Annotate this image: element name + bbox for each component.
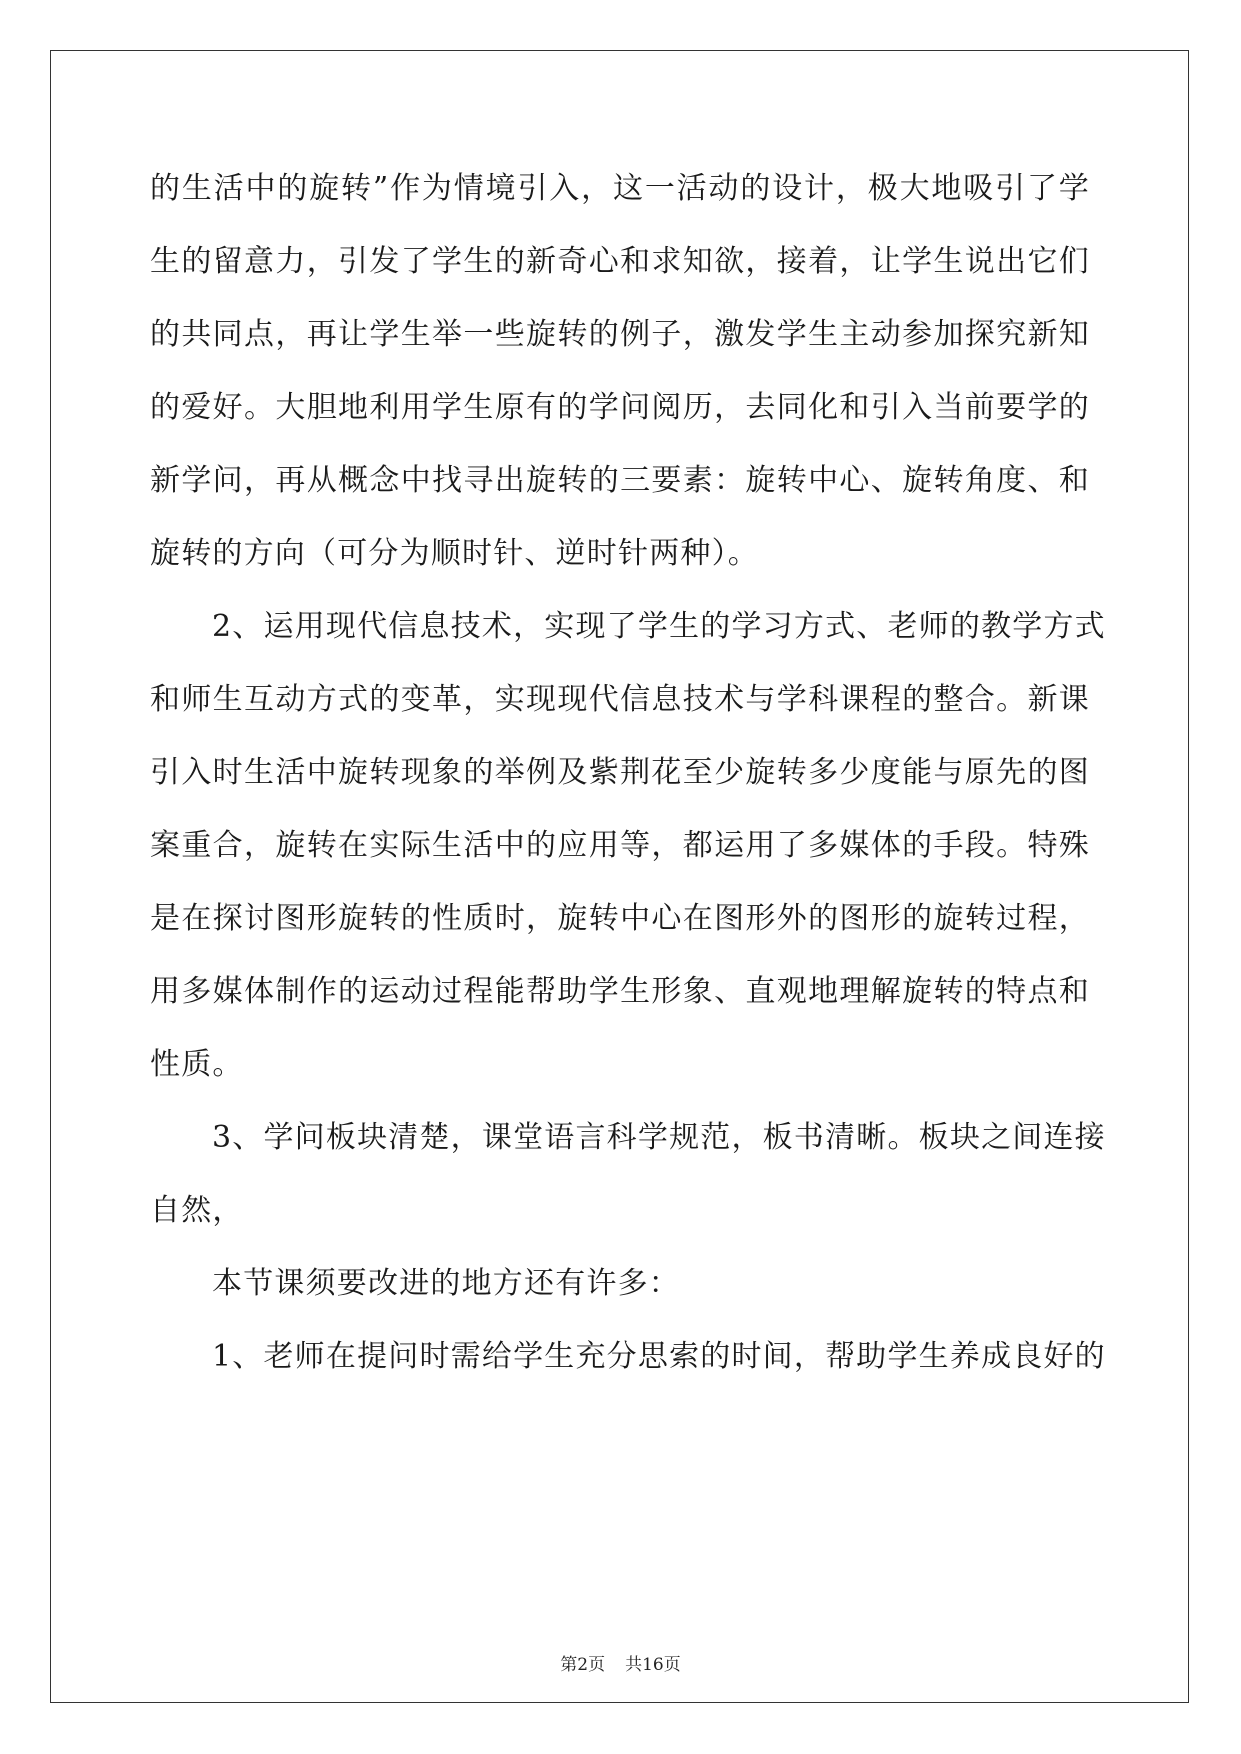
text-line: 的生活中的旋转”作为情境引入，这一活动的设计，极大地吸引了学 — [150, 171, 1090, 206]
text-line: 生的留意力，引发了学生的新奇心和求知欲，接着，让学生说出它们 — [150, 244, 1090, 279]
text-line: 性质。 — [150, 1047, 244, 1082]
text-line: 是在探讨图形旋转的性质时，旋转中心在图形外的图形的旋转过程， — [150, 901, 1090, 936]
text-line: 用多媒体制作的运动过程能帮助学生形象、直观地理解旋转的特点和 — [150, 974, 1090, 1009]
text-line: 的共同点，再让学生举一些旋转的例子，激发学生主动参加探究新知 — [150, 317, 1090, 352]
page-footer — [0, 1650, 1241, 1675]
text-line: 和师生互动方式的变革，实现现代信息技术与学科课程的整合。新课 — [150, 682, 1090, 717]
text-line: 自然， — [150, 1193, 244, 1228]
page-total: 共16页 — [625, 1655, 681, 1675]
text-line: 引入时生活中旋转现象的举例及紫荆花至少旋转多少度能与原先的图 — [150, 755, 1090, 790]
text-line: 新学问，再从概念中找寻出旋转的三要素：旋转中心、旋转角度、和 — [150, 463, 1090, 498]
paragraph-start-line: 1、老师在提问时需给学生充分思索的时间，帮助学生养成良好的 — [212, 1339, 1106, 1374]
paragraph-start-line: 2、运用现代信息技术，实现了学生的学习方式、老师的教学方式 — [212, 609, 1106, 644]
paragraph-start-line: 本节课须要改进的地方还有许多： — [212, 1266, 680, 1301]
page-number: 第2页 — [560, 1655, 606, 1675]
text-line: 的爱好。大胆地利用学生原有的学问阅历，去同化和引入当前要学的 — [150, 390, 1090, 425]
paragraph-start-line: 3、学问板块清楚，课堂语言科学规范，板书清晰。板块之间连接 — [212, 1120, 1106, 1155]
document-body — [150, 152, 1106, 1393]
text-line: 旋转的方向（可分为顺时针、逆时针两种）。 — [150, 536, 759, 571]
text-line: 案重合，旋转在实际生活中的应用等，都运用了多媒体的手段。特殊 — [150, 828, 1090, 863]
